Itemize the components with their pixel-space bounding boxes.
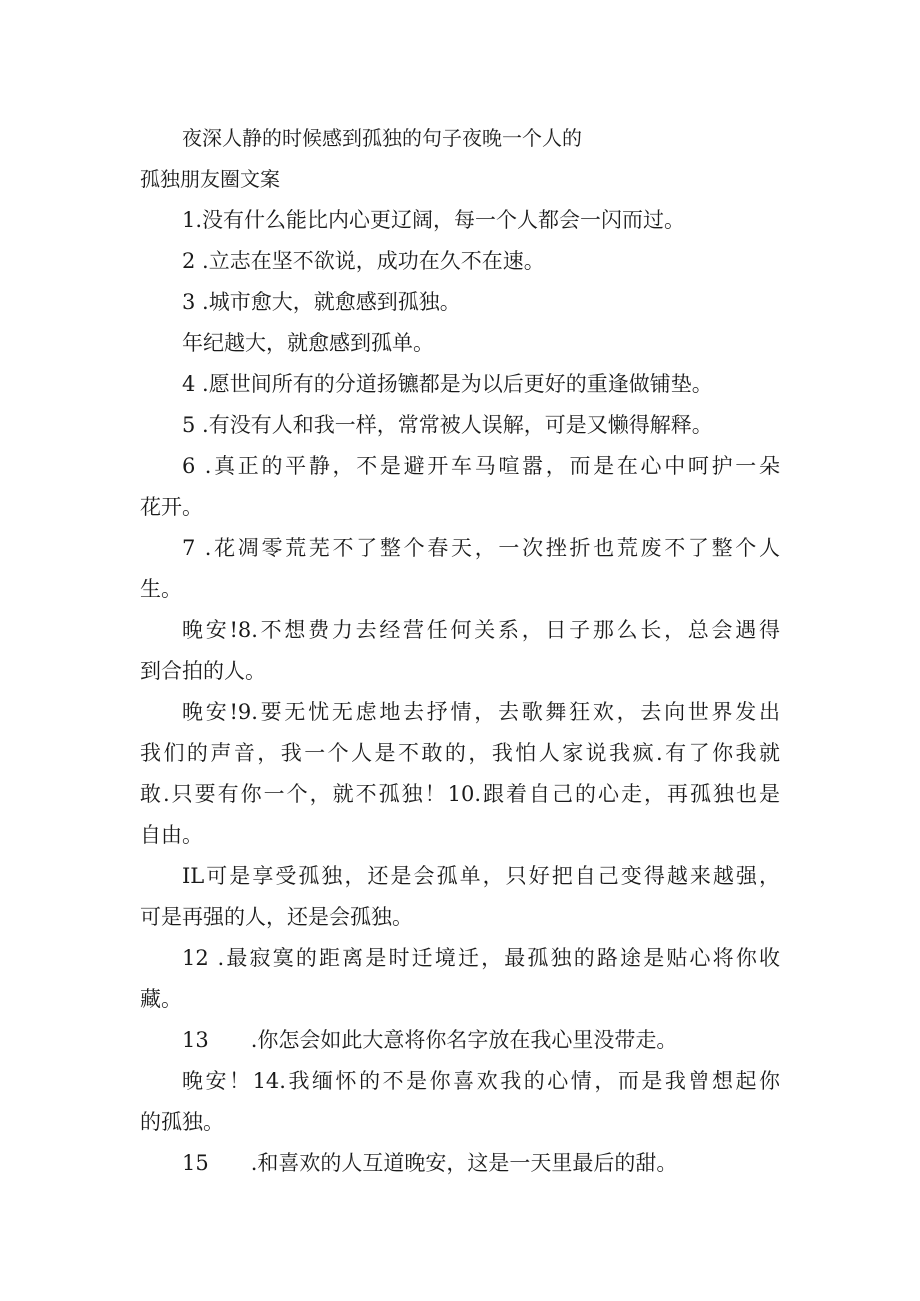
text-line: 敢.只要有你一个，就不孤独！10.跟着自己的心走，再孤独也是 bbox=[140, 782, 780, 806]
text-line: 1.没有什么能比内心更辽阔，每一个人都会一闪而过。 bbox=[182, 208, 686, 232]
paragraph bbox=[140, 282, 780, 323]
paragraph bbox=[140, 856, 780, 938]
text-line: 13 .你怎会如此大意将你名字放在我心里没带走。 bbox=[182, 1028, 678, 1052]
paragraph bbox=[140, 405, 780, 446]
text-line: 晚安!8.不想费力去经营任何关系，日子那么长，总会遇得 bbox=[182, 618, 780, 642]
text-line: 生。 bbox=[140, 577, 182, 601]
text-line: 2 .立志在坚不欲说，成功在久不在速。 bbox=[182, 249, 545, 273]
text-line: 6 .真正的平静，不是避开车马喧嚣，而是在心中呵护一朵 bbox=[182, 454, 780, 478]
text-line: 4 .愿世间所有的分道扬镳都是为以后更好的重逢做铺垫。 bbox=[182, 372, 713, 396]
paragraph bbox=[140, 364, 780, 405]
text-line: 晚安!9.要无忧无虑地去抒情，去歌舞狂欢，去向世界发出 bbox=[182, 700, 780, 724]
text-line: 自由。 bbox=[140, 823, 203, 847]
paragraph bbox=[140, 446, 780, 528]
text-line: 的孤独。 bbox=[140, 1110, 224, 1134]
text-line: 晚安！14.我缅怀的不是你喜欢我的心情，而是我曾想起你 bbox=[182, 1069, 780, 1093]
paragraph bbox=[140, 241, 780, 282]
text-line: 15 .和喜欢的人互道晚安，这是一天里最后的甜。 bbox=[182, 1151, 678, 1175]
text-line: 12 .最寂寞的距离是时迁境迁，最孤独的路途是贴心将你收 bbox=[182, 946, 780, 970]
text-line: 我们的声音，我一个人是不敢的，我怕人家说我疯.有了你我就 bbox=[140, 741, 780, 765]
title-line: 孤独朋友圈文案 bbox=[140, 167, 280, 191]
paragraph bbox=[140, 200, 780, 241]
text-line: IL可是享受孤独，还是会孤单，只好把自己变得越来越强， bbox=[182, 864, 780, 888]
text-line: 藏。 bbox=[140, 987, 182, 1011]
paragraph bbox=[140, 1061, 780, 1143]
title-line: 夜深人静的时候感到孤独的句子夜晚一个人的 bbox=[182, 126, 582, 150]
text-line: 7 .花凋零荒芜不了整个春天，一次挫折也荒废不了整个人 bbox=[182, 536, 780, 560]
paragraph bbox=[140, 528, 780, 610]
paragraph bbox=[140, 692, 780, 856]
paragraph bbox=[140, 1143, 780, 1184]
paragraph bbox=[140, 610, 780, 692]
document-title bbox=[140, 118, 780, 200]
paragraph bbox=[140, 1020, 780, 1061]
text-line: 可是再强的人，还是会孤独。 bbox=[140, 905, 413, 929]
text-line: 3 .城市愈大，就愈感到孤独。 bbox=[182, 290, 461, 314]
text-line: 到合拍的人。 bbox=[140, 659, 266, 683]
text-line: 年纪越大，就愈感到孤单。 bbox=[182, 331, 434, 355]
text-line: 花开。 bbox=[140, 495, 203, 519]
document-body bbox=[140, 118, 780, 1184]
text-line: 5 .有没有人和我一样，常常被人误解，可是又懒得解释。 bbox=[182, 413, 713, 437]
paragraph bbox=[140, 938, 780, 1020]
paragraph bbox=[140, 323, 780, 364]
